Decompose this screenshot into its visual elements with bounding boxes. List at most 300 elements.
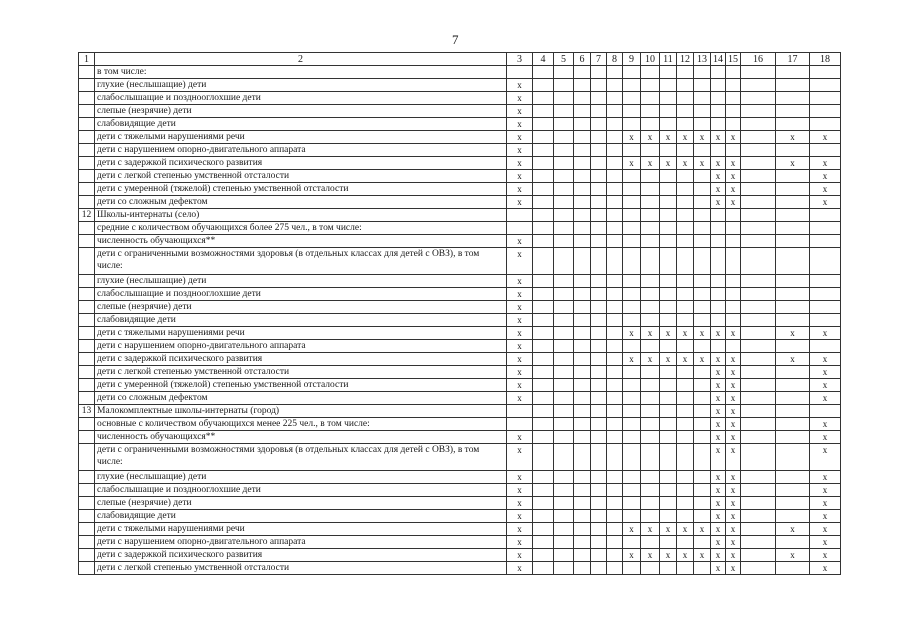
table-cell: x	[776, 157, 810, 170]
table-cell	[533, 314, 554, 327]
table-cell	[591, 353, 607, 366]
row-number	[79, 183, 95, 196]
table-cell	[623, 170, 641, 183]
table-cell	[607, 288, 623, 301]
table-cell	[660, 275, 677, 288]
column-header: 12	[677, 53, 694, 66]
table-cell	[694, 275, 711, 288]
table-cell	[677, 379, 694, 392]
table-cell	[741, 353, 776, 366]
row-number	[79, 105, 95, 118]
table-cell	[533, 157, 554, 170]
table-cell: x	[726, 183, 741, 196]
row-number	[79, 431, 95, 444]
table-cell	[660, 497, 677, 510]
table-cell: x	[726, 431, 741, 444]
table-cell	[776, 471, 810, 484]
table-cell	[533, 523, 554, 536]
table-cell	[641, 170, 660, 183]
table-cell	[507, 418, 533, 431]
table-cell	[677, 275, 694, 288]
table-cell	[591, 92, 607, 105]
table-cell	[533, 144, 554, 157]
table-cell: x	[660, 131, 677, 144]
column-header: 8	[607, 53, 623, 66]
table-cell	[641, 235, 660, 248]
row-number	[79, 157, 95, 170]
row-number	[79, 497, 95, 510]
table-cell	[574, 66, 591, 79]
table-cell: x	[810, 444, 841, 471]
table-cell: x	[711, 353, 726, 366]
table-cell	[641, 471, 660, 484]
row-label: дети с умеренной (тяжелой) степенью умственной отсталости	[95, 379, 507, 392]
table-cell	[776, 562, 810, 575]
table-cell	[554, 144, 574, 157]
table-cell: x	[810, 484, 841, 497]
table-row	[79, 484, 841, 497]
table-cell: x	[810, 523, 841, 536]
table-cell	[660, 235, 677, 248]
row-number	[79, 471, 95, 484]
table-cell	[776, 275, 810, 288]
row-number	[79, 222, 95, 235]
table-cell	[533, 327, 554, 340]
table-cell: x	[507, 379, 533, 392]
table-cell	[623, 444, 641, 471]
table-row	[79, 327, 841, 340]
table-cell	[641, 144, 660, 157]
table-cell	[741, 340, 776, 353]
table-cell	[591, 66, 607, 79]
table-cell	[726, 118, 741, 131]
table-cell	[607, 131, 623, 144]
table-cell: x	[711, 523, 726, 536]
table-cell	[574, 314, 591, 327]
table-cell	[741, 444, 776, 471]
table-cell	[574, 288, 591, 301]
row-label: в том числе:	[95, 66, 507, 79]
table-cell	[554, 170, 574, 183]
table-cell	[641, 366, 660, 379]
table-cell: x	[507, 353, 533, 366]
table-cell: x	[711, 536, 726, 549]
table-cell	[554, 418, 574, 431]
table-cell: x	[641, 353, 660, 366]
table-cell	[711, 235, 726, 248]
table-cell: x	[660, 157, 677, 170]
table-cell	[741, 314, 776, 327]
table-cell	[677, 301, 694, 314]
table-cell: x	[623, 131, 641, 144]
table-cell	[507, 209, 533, 222]
column-header: 17	[776, 53, 810, 66]
table-row	[79, 366, 841, 379]
table-cell	[741, 183, 776, 196]
table-row	[79, 562, 841, 575]
table-row	[79, 222, 841, 235]
table-cell	[533, 340, 554, 353]
table-cell	[574, 379, 591, 392]
table-cell	[741, 379, 776, 392]
table-cell: x	[726, 366, 741, 379]
table-cell: x	[810, 392, 841, 405]
table-cell	[776, 444, 810, 471]
table-cell	[591, 301, 607, 314]
table-cell	[554, 471, 574, 484]
table-cell	[776, 183, 810, 196]
row-number	[79, 379, 95, 392]
row-number	[79, 523, 95, 536]
table-row	[79, 144, 841, 157]
table-cell: x	[507, 301, 533, 314]
table-cell	[574, 418, 591, 431]
table-cell	[660, 301, 677, 314]
table-cell	[607, 79, 623, 92]
table-cell: x	[507, 340, 533, 353]
table-cell	[660, 562, 677, 575]
table-cell: x	[507, 536, 533, 549]
table-cell: x	[810, 366, 841, 379]
table-cell	[641, 92, 660, 105]
table-cell: x	[507, 92, 533, 105]
column-header: 2	[95, 53, 507, 66]
table-cell	[711, 118, 726, 131]
table-cell	[554, 157, 574, 170]
table-cell	[574, 248, 591, 275]
table-cell	[741, 562, 776, 575]
row-label: дети с легкой степенью умственной отсталости	[95, 170, 507, 183]
table-cell	[607, 536, 623, 549]
row-label: глухие (неслышащие) дети	[95, 79, 507, 92]
table-cell	[660, 366, 677, 379]
table-cell: x	[810, 327, 841, 340]
table-cell: x	[810, 157, 841, 170]
table-cell	[533, 366, 554, 379]
table-cell: x	[507, 549, 533, 562]
table-cell: x	[507, 523, 533, 536]
table-row	[79, 497, 841, 510]
table-cell	[810, 209, 841, 222]
table-cell	[607, 222, 623, 235]
table-cell	[641, 392, 660, 405]
table-cell	[694, 183, 711, 196]
table-cell	[533, 118, 554, 131]
row-label: слепые (незрячие) дети	[95, 105, 507, 118]
table-cell: x	[726, 418, 741, 431]
table-cell	[726, 105, 741, 118]
table-cell	[607, 497, 623, 510]
table-cell: x	[507, 275, 533, 288]
table-cell	[711, 275, 726, 288]
table-row	[79, 418, 841, 431]
table-cell	[591, 118, 607, 131]
table-cell	[694, 105, 711, 118]
column-header: 10	[641, 53, 660, 66]
table-cell	[641, 209, 660, 222]
table-cell: x	[507, 157, 533, 170]
table-cell	[741, 327, 776, 340]
table-cell: x	[711, 366, 726, 379]
table-cell: x	[726, 170, 741, 183]
table-cell	[776, 314, 810, 327]
table-cell	[591, 484, 607, 497]
table-cell: x	[711, 444, 726, 471]
table-cell	[726, 222, 741, 235]
table-cell	[507, 222, 533, 235]
table-cell	[623, 392, 641, 405]
table-cell	[574, 79, 591, 92]
table-row	[79, 392, 841, 405]
table-cell	[607, 327, 623, 340]
table-cell: x	[660, 523, 677, 536]
row-number: 12	[79, 209, 95, 222]
table-cell	[677, 144, 694, 157]
table-cell	[623, 66, 641, 79]
table-cell	[554, 431, 574, 444]
table-cell	[810, 235, 841, 248]
table-cell	[677, 235, 694, 248]
table-cell	[607, 562, 623, 575]
table-cell	[623, 248, 641, 275]
table-cell: x	[507, 79, 533, 92]
table-cell	[554, 79, 574, 92]
table-cell	[591, 248, 607, 275]
table-cell	[554, 366, 574, 379]
table-cell	[776, 366, 810, 379]
table-cell	[533, 222, 554, 235]
table-cell	[810, 118, 841, 131]
column-header: 4	[533, 53, 554, 66]
table-cell	[554, 353, 574, 366]
table-cell	[677, 484, 694, 497]
table-cell	[677, 170, 694, 183]
row-label: слепые (незрячие) дети	[95, 301, 507, 314]
table-cell	[591, 536, 607, 549]
table-cell	[660, 209, 677, 222]
table-cell	[741, 235, 776, 248]
row-label: слабослышащие и позднооглохшие дети	[95, 288, 507, 301]
table-cell	[741, 157, 776, 170]
table-cell	[591, 209, 607, 222]
table-cell	[607, 549, 623, 562]
table-cell	[726, 314, 741, 327]
table-cell	[554, 301, 574, 314]
table-cell	[623, 366, 641, 379]
table-cell	[591, 392, 607, 405]
table-cell	[641, 288, 660, 301]
table-header-row	[79, 53, 841, 66]
table-cell: x	[507, 510, 533, 523]
table-cell	[641, 379, 660, 392]
table-cell: x	[694, 157, 711, 170]
row-label: дети с ограниченными возможностями здоровья (в отдельных классах для детей с ОВЗ), в том числе:	[95, 248, 507, 275]
table-cell	[533, 444, 554, 471]
table-cell	[623, 79, 641, 92]
table-cell	[741, 523, 776, 536]
table-cell	[677, 79, 694, 92]
table-cell	[677, 471, 694, 484]
table-cell: x	[507, 105, 533, 118]
table-cell	[677, 366, 694, 379]
table-cell	[741, 248, 776, 275]
table-cell	[574, 392, 591, 405]
table-cell	[660, 222, 677, 235]
table-cell	[711, 105, 726, 118]
table-cell	[591, 562, 607, 575]
table-cell	[776, 196, 810, 209]
table-cell	[726, 301, 741, 314]
table-row	[79, 405, 841, 418]
table-row	[79, 183, 841, 196]
table-cell: x	[711, 405, 726, 418]
table-cell	[694, 431, 711, 444]
table-cell	[660, 248, 677, 275]
table-cell	[741, 510, 776, 523]
table-cell	[694, 288, 711, 301]
table-cell: x	[623, 549, 641, 562]
table-cell	[574, 549, 591, 562]
table-cell	[554, 562, 574, 575]
table-cell: x	[711, 484, 726, 497]
table-cell	[554, 288, 574, 301]
table-cell	[694, 510, 711, 523]
table-cell	[694, 222, 711, 235]
table-cell	[741, 301, 776, 314]
table-cell: x	[810, 196, 841, 209]
table-cell: x	[810, 170, 841, 183]
table-cell: x	[507, 562, 533, 575]
table-cell	[741, 366, 776, 379]
table-row	[79, 235, 841, 248]
table-cell	[607, 314, 623, 327]
table-cell	[574, 444, 591, 471]
table-cell	[641, 183, 660, 196]
table-cell	[660, 118, 677, 131]
row-label: численность обучающихся**	[95, 431, 507, 444]
table-cell	[741, 484, 776, 497]
table-cell	[574, 536, 591, 549]
row-label: дети с нарушением опорно-двигательного аппарата	[95, 144, 507, 157]
table-cell	[574, 118, 591, 131]
table-cell	[741, 471, 776, 484]
table-cell	[574, 275, 591, 288]
row-label: дети со сложным дефектом	[95, 196, 507, 209]
table-cell: x	[694, 523, 711, 536]
table-cell	[574, 327, 591, 340]
table-cell: x	[726, 392, 741, 405]
table-cell	[660, 471, 677, 484]
table-cell	[574, 353, 591, 366]
table-cell: x	[711, 418, 726, 431]
row-number	[79, 549, 95, 562]
table-cell	[810, 405, 841, 418]
table-row	[79, 510, 841, 523]
column-header: 3	[507, 53, 533, 66]
table-cell	[607, 379, 623, 392]
row-number	[79, 314, 95, 327]
table-cell: x	[810, 510, 841, 523]
table-cell	[533, 379, 554, 392]
table-cell	[810, 222, 841, 235]
table-cell	[641, 444, 660, 471]
table-cell	[711, 92, 726, 105]
row-number	[79, 536, 95, 549]
table-cell	[677, 444, 694, 471]
table-cell	[641, 222, 660, 235]
table-cell	[623, 183, 641, 196]
table-cell	[660, 536, 677, 549]
row-label: численность обучающихся**	[95, 235, 507, 248]
table-cell	[591, 79, 607, 92]
table-cell	[507, 66, 533, 79]
table-cell	[607, 118, 623, 131]
table-row	[79, 549, 841, 562]
table-cell	[677, 92, 694, 105]
table-cell	[574, 235, 591, 248]
row-label: слепые (незрячие) дети	[95, 497, 507, 510]
table-cell	[554, 118, 574, 131]
table-cell	[533, 183, 554, 196]
row-label: дети с задержкой психического развития	[95, 353, 507, 366]
table-cell	[641, 79, 660, 92]
row-label: дети с нарушением опорно-двигательного аппарата	[95, 536, 507, 549]
table-cell	[591, 366, 607, 379]
table-cell: x	[507, 314, 533, 327]
row-number	[79, 288, 95, 301]
table-cell	[623, 275, 641, 288]
table-cell	[711, 66, 726, 79]
table-cell	[574, 209, 591, 222]
row-label: дети с тяжелыми нарушениями речи	[95, 327, 507, 340]
table-cell	[607, 105, 623, 118]
table-cell	[677, 497, 694, 510]
table-cell: x	[776, 353, 810, 366]
table-cell	[726, 144, 741, 157]
table-cell: x	[726, 510, 741, 523]
row-number	[79, 562, 95, 575]
column-header: 14	[711, 53, 726, 66]
table-cell	[623, 431, 641, 444]
table-cell	[533, 497, 554, 510]
table-cell: x	[726, 497, 741, 510]
table-cell	[776, 105, 810, 118]
table-cell: x	[726, 562, 741, 575]
column-header: 11	[660, 53, 677, 66]
table-cell: x	[677, 131, 694, 144]
table-cell: x	[507, 288, 533, 301]
table-row	[79, 118, 841, 131]
table-cell	[623, 235, 641, 248]
table-cell	[554, 497, 574, 510]
table-cell	[776, 170, 810, 183]
table-cell	[591, 157, 607, 170]
table-cell	[574, 510, 591, 523]
table-cell	[741, 392, 776, 405]
table-cell	[694, 248, 711, 275]
table-cell	[607, 170, 623, 183]
table-cell	[677, 510, 694, 523]
table-cell	[554, 484, 574, 497]
table-cell	[660, 340, 677, 353]
table-cell	[507, 405, 533, 418]
table-cell	[623, 484, 641, 497]
table-cell	[574, 183, 591, 196]
table-cell	[741, 222, 776, 235]
table-cell	[607, 392, 623, 405]
table-cell	[694, 418, 711, 431]
table-cell	[726, 66, 741, 79]
